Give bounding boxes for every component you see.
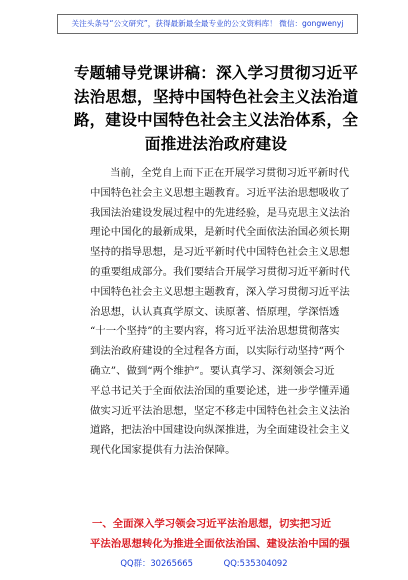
body-line: “十一个坚持”的主要内容，将习近平法治思想贯彻落实: [90, 325, 340, 338]
body-line: 道路，把法治中国建设向纵深推进，为全面建设社会主义: [90, 424, 350, 437]
qq-group-label: QQ群：30265665: [120, 558, 193, 568]
section-heading: [90, 514, 360, 554]
section-heading-line: 平法治思想转化为推进全面依法治国、建设法治中国的强: [90, 538, 350, 550]
body-line: 确立”、做到“两个维护”。要认真学习、深刻领会习近: [90, 364, 335, 377]
title-line: 法治思想，坚持中国特色社会主义法治道: [73, 87, 359, 106]
body-line: 坚持的指导思想，是习近平新时代中国特色社会主义思想: [90, 246, 350, 259]
title-line: 路，建设中国特色社会主义法治体系，全: [73, 111, 359, 129]
body-line: 的重要组成部分。我们要结合开展学习贯彻习近平新时代: [90, 265, 350, 278]
body-line: 中国特色社会主义思想主题教育，深入学习贯彻习近平法: [90, 285, 350, 298]
title-line: 面推进法治政府建设: [144, 134, 288, 153]
qq-label: QQ:535304092: [223, 558, 288, 568]
body-line: 平总书记关于全面依法治国的重要论述，进一步学懂弄通: [90, 384, 350, 397]
promo-banner: 关注头条号“公文研究”，获得最新最全最专业的公文资料库！ 微信：gongwenyj: [57, 14, 358, 34]
body-line: 中国特色社会主义思想主题教育。习近平法治思想吸收了: [90, 186, 350, 199]
body-line: 治思想，认认真真学原文、读原著、悟原理，学深悟透: [90, 305, 340, 318]
section-heading-line: 一、全面深入学习领会习近平法治思想，切实把习近: [92, 518, 331, 530]
body-line: 现代化国家提供有力法治保障。: [90, 444, 236, 457]
body-line: 理论中国化的最新成果，是新时代全面依法治国必须长期: [90, 226, 350, 239]
body-line: 我国法治建设发展过程中的先进经验，是马克思主义法治: [90, 206, 350, 219]
body-line: 当前，全党自上而下正在开展学习贯彻习近平新时代: [110, 167, 349, 179]
document-title: [72, 62, 360, 156]
title-line: 专题辅导党课讲稿：深入学习贯彻习近平: [73, 64, 359, 82]
body-line: 到法治政府建设的全过程各方面，以实际行动坚持“两个: [90, 345, 345, 358]
page-footer: [0, 556, 408, 570]
body-line: 做实习近平法治思想，坚定不移走中国特色社会主义法治: [90, 404, 350, 417]
body-paragraph: [90, 164, 360, 461]
